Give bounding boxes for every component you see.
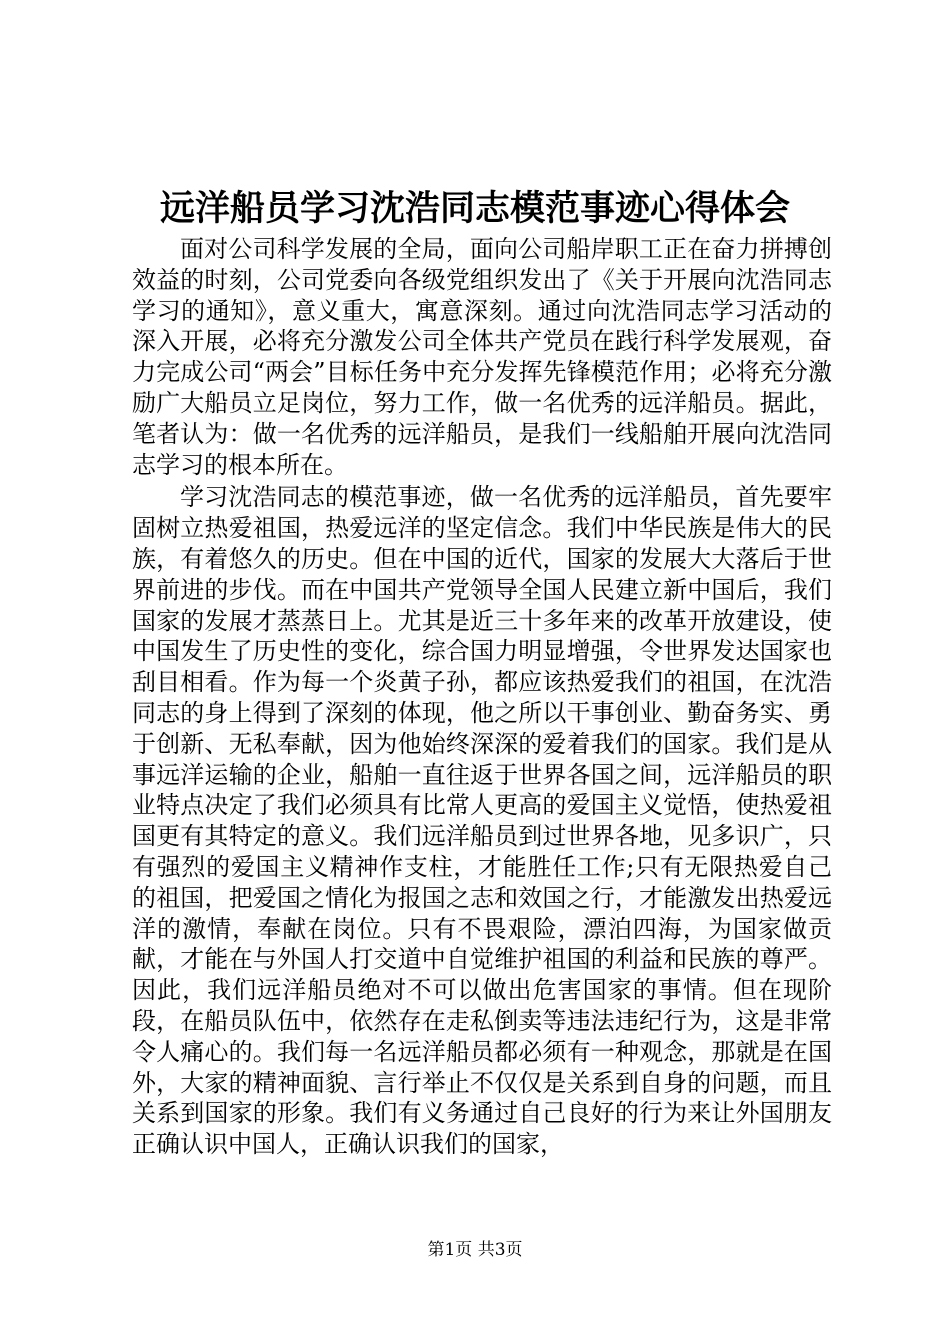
page-footer: 第1页 共3页 — [427, 1240, 523, 1260]
paragraph-2: 学习沈浩同志的模范事迹，做一名优秀的远洋船员，首先要牢固树立热爱祖国，热爱远洋的坚定信念。我们中华民族是伟大的民族，有着悠久的历史。但在中国的近代，国家的发展大大落后于世界前进的步伐。而在中国共产党领导全国人民建立新中国后，我们国家的发展才蒸蒸日上。尤其是近三十多年来的改革开放建设，使中国发生了历史性的变化，综合国力明显增强，令世界发达国家也刮目相看。作为每一个炎黄子孙，都应该热爱我们的祖国，在沈浩同志的身上得到了深刻的体现，他之所以干事创业、勤奋务实、勇于创新、无私奉献，因为他始终深深的爱着我们的国家。我们是从事远洋运输的企业，船舶一直往返于世界各国之间，远洋船员的职业特点决定了我们必须具有比常人更高的爱国主义觉悟，使热爱祖国更有其特定的意义。我们远洋船员到过世界各地，见多识广，只有强烈的爱国主义精神作支柱，才能胜任工作;只有无限热爱自己的祖国，把爱国之情化为报国之志和效国之行，才能激发出热爱远洋的激情，奉献在岗位。只有不畏艰险，漂泊四海，为国家做贡献，才能在与外国人打交道中自觉维护祖国的利益和民族的尊严。因此，我们远洋船员绝对不可以做出危害国家的事情。但在现阶段，在船员队伍中，依然存在走私倒卖等违法违纪行为，这是非常令人痛心的。我们每一名远洋船员都必须有一种观念，那就是在国外，大家的精神面貌、言行举止不仅仅是关系到自身的问题，而且关系到国家的形象。我们有义务通过自己良好的行为来让外国朋友正确认识中国人，正确认识我们的国家， — [132, 483, 832, 1159]
paragraph-1: 面对公司科学发展的全局，面向公司船岸职工正在奋力拼搏创效益的时刻，公司党委向各级党组织发出了《关于开展向沈浩同志学习的通知》，意义重大，寓意深刻。通过向沈浩同志学习活动的深入开展，必将充分激发公司全体共产党员在践行科学发展观，奋力完成公司“两会”目标任务中充分发挥先锋模范作用；必将充分激励广大船员立足岗位，努力工作，做一名优秀的远洋船员。据此，笔者认为：做一名优秀的远洋船员，是我们一线船舶开展向沈浩同志学习的根本所在。 — [132, 235, 832, 479]
document-title: 远洋船员学习沈浩同志模范事迹心得体会 — [159, 188, 790, 229]
document-body — [132, 234, 832, 1160]
